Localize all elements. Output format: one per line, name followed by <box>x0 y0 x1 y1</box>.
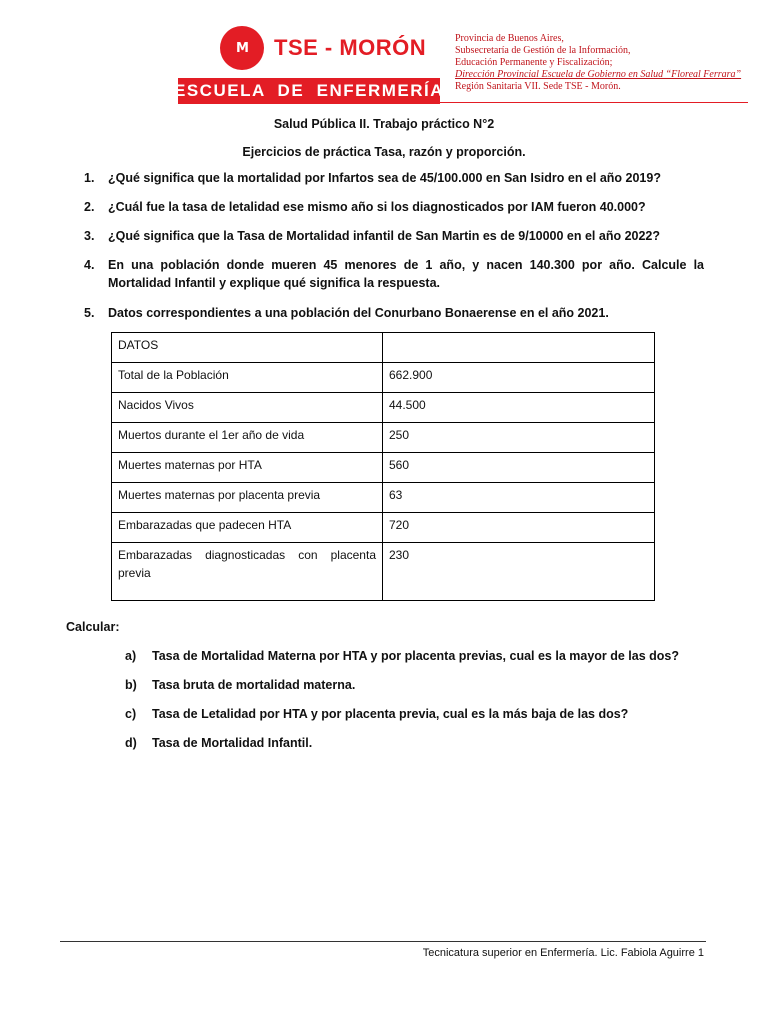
question-item <box>84 256 704 292</box>
question-item <box>84 227 704 245</box>
header-logo <box>220 26 426 70</box>
table-row <box>112 543 655 601</box>
table-cell-label: Muertos durante el 1er año de vida <box>112 423 383 453</box>
question-text: ¿Qué significa que la mortalidad por Infartos sea de 45/100.000 en San Isidro en el año 2019? <box>108 171 661 185</box>
institution-line: Dirección Provincial Escuela de Gobierno en Salud “Floreal Ferrara” <box>455 69 742 80</box>
question-number: 3. <box>84 229 95 243</box>
data-table <box>111 332 655 601</box>
institution-line: Educación Permanente y Fiscalización; <box>455 57 613 68</box>
question-text: ¿Qué significa que la Tasa de Mortalidad infantil de San Martin es de 9/10000 en el año 2022? <box>108 229 661 243</box>
brand-name: TSE - MORÓN <box>274 35 427 60</box>
document-subtitle: Ejercicios de práctica Tasa, razón y proporción. <box>242 145 526 159</box>
table-cell-value: 662.900 <box>383 363 655 393</box>
table-cell-label: Total de la Población <box>112 363 383 393</box>
institution-line: Provincia de Buenos Aires, <box>455 33 564 44</box>
table-cell-value: 63 <box>383 483 655 513</box>
calc-heading: Calcular: <box>66 620 120 634</box>
calc-item <box>125 736 685 750</box>
table-cell-label: Muertes maternas por placenta previa <box>112 483 383 513</box>
table-row <box>112 483 655 513</box>
logo-seal-icon: M <box>220 26 264 70</box>
document-title: Salud Pública II. Trabajo práctico N°2 <box>273 117 495 131</box>
calc-text: Tasa bruta de mortalidad materna. <box>152 678 356 692</box>
table-cell-label: Embarazadas que padecen HTA <box>112 513 383 543</box>
calc-letter: c) <box>125 707 137 721</box>
calc-item <box>125 707 685 721</box>
table-cell-label: Embarazadas diagnosticadas con placenta previa <box>112 543 383 601</box>
calc-letter: a) <box>125 649 137 663</box>
institution-line: Subsecretaría de Gestión de la Información, <box>455 45 631 56</box>
calc-letter: b) <box>125 678 137 692</box>
question-item <box>84 304 704 322</box>
table-cell-value: 250 <box>383 423 655 453</box>
table-row <box>112 393 655 423</box>
calc-item <box>125 678 685 692</box>
table-header-cell <box>383 333 655 363</box>
table-row <box>112 363 655 393</box>
question-item <box>84 198 704 216</box>
institution-block <box>455 33 741 93</box>
table-cell-value: 44.500 <box>383 393 655 423</box>
calc-text: Tasa de Letalidad por HTA y por placenta previa, cual es la más baja de las dos? <box>152 707 629 721</box>
table-cell-value: 230 <box>383 543 655 601</box>
table-header-row <box>112 333 655 363</box>
footer-divider <box>60 941 706 942</box>
question-item <box>84 169 704 187</box>
header-divider <box>440 102 748 103</box>
question-text: ¿Cuál fue la tasa de letalidad ese mismo año si los diagnosticados por IAM fueron 40.000? <box>108 200 646 214</box>
table-cell-value: 720 <box>383 513 655 543</box>
table-cell-label: Nacidos Vivos <box>112 393 383 423</box>
calc-letter: d) <box>125 736 137 750</box>
page-footer: Tecnicatura superior en Enfermería. Lic. Fabiola Aguirre 1 <box>422 947 704 959</box>
question-text: En una población donde mueren 45 menores de 1 año, y nacen 140.300 por año. Calcule la Mortalidad Infantil y explique qué significa la respuesta. <box>108 258 704 290</box>
question-number: 5. <box>84 306 95 320</box>
question-number: 2. <box>84 200 95 214</box>
table-cell-value: 560 <box>383 453 655 483</box>
question-text: Datos correspondientes a una población del Conurbano Bonaerense en el año 2021. <box>108 306 609 320</box>
table-cell-label: Muertes maternas por HTA <box>112 453 383 483</box>
calc-text: Tasa de Mortalidad Materna por HTA y por placenta previas, cual es la mayor de las dos? <box>152 649 680 663</box>
calc-text: Tasa de Mortalidad Infantil. <box>152 736 313 750</box>
question-number: 4. <box>84 258 95 272</box>
table-header-cell: DATOS <box>112 333 383 363</box>
calc-item <box>125 649 685 663</box>
table-row <box>112 423 655 453</box>
institution-line: Región Sanitaria VII. Sede TSE - Morón. <box>455 81 621 92</box>
school-banner: ESCUELA DE ENFERMERÍA <box>178 78 440 104</box>
question-number: 1. <box>84 171 95 185</box>
table-row <box>112 513 655 543</box>
table-row <box>112 453 655 483</box>
